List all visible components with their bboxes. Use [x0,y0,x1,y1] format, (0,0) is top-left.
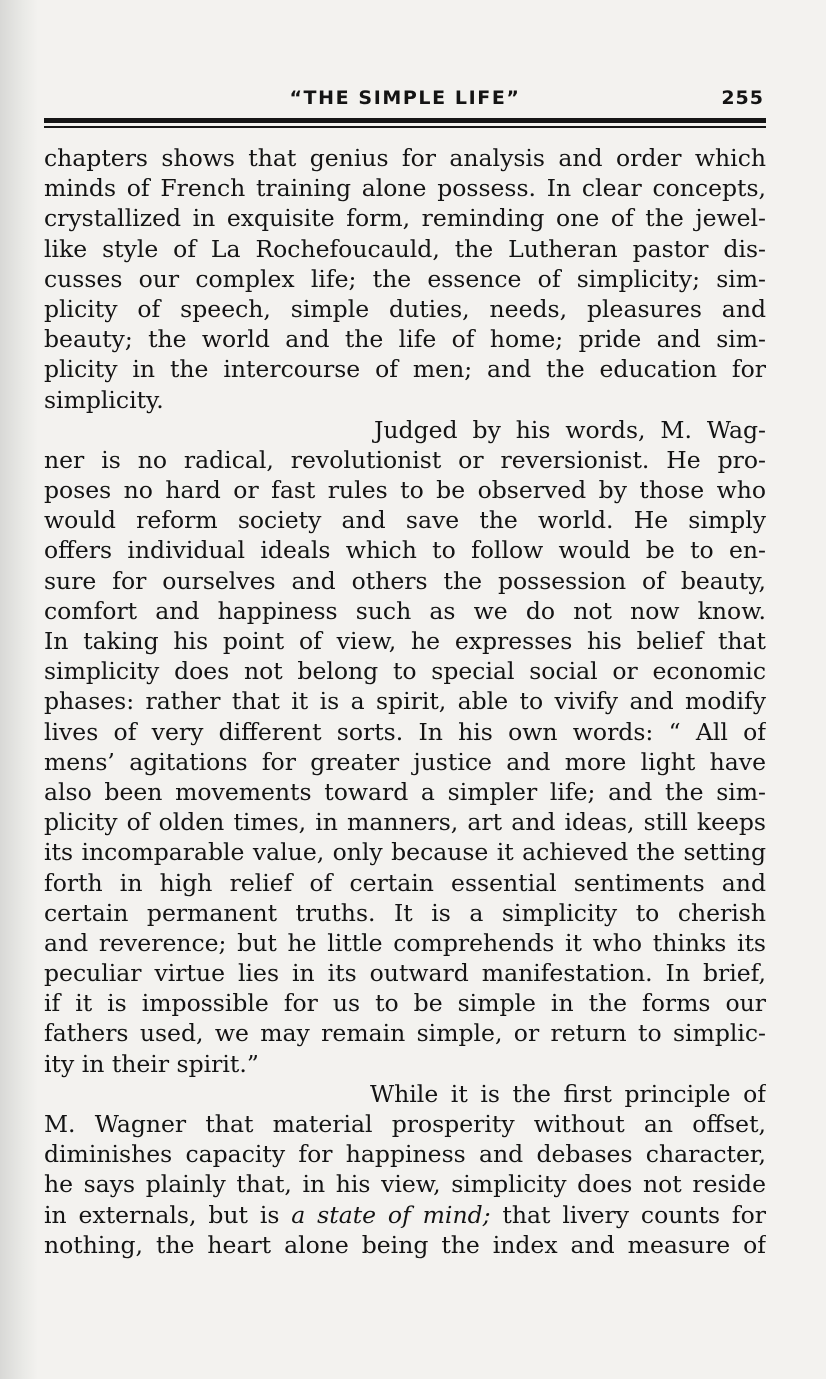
text-line: M. Wagner that material prosperity without an offset, [44,1110,766,1138]
text-line: simplicity. [44,385,164,414]
text-line: he says plainly that, in his view, simplicity does not reside [44,1170,766,1199]
text-line: peculiar virtue lies in its outward manifestation. In brief, [44,959,766,988]
header-rule-thick [44,118,766,123]
text-line: crystallized in exquisite form, reminding one of the jewel- [44,204,766,233]
text-line: if it is impossible for us to be simple in the forms our [44,989,766,1018]
text-line: phases: rather that it is a spirit, able to vivify and modify [44,687,766,716]
text-line: Judged by his words, M. Wag- [374,415,766,444]
text-line: cusses our complex life; the essence of simplicity; sim- [44,264,766,293]
page-gutter-shadow [0,0,38,1379]
text-line: comfort and happiness such as we do not now know. [44,596,766,625]
text-segment: that livery counts for [490,1200,766,1229]
text-line: also been movements toward a simpler life; and the sim- [44,777,766,806]
text-line: fathers used, we may remain simple, or return to simplic- [44,1019,766,1048]
text-line [44,1200,766,1230]
text-line: its incomparable value, only because it achieved the setting [44,838,766,867]
text-line: chapters shows that genius for analysis and order which [44,144,766,172]
text-line: diminishes capacity for happiness and debases character, [44,1140,766,1169]
running-header [44,84,766,114]
text-line: simplicity does not belong to special social or economic [44,657,766,686]
header-rule-thin [44,126,766,128]
text-line: plicity of speech, simple duties, needs, pleasures and [44,294,766,323]
text-line: certain permanent truths. It is a simplicity to cherish [44,898,766,927]
running-title: “THE SIMPLE LIFE” [289,87,521,109]
text-line: sure for ourselves and others the possession of beauty, [44,566,766,595]
text-line: poses no hard or fast rules to be observed by those who [44,476,766,505]
text-line: In taking his point of view, he expresses his belief that [44,627,766,655]
text-line: and reverence; but he little comprehends it who thinks its [44,928,766,957]
text-line: plicity in the intercourse of men; and the education for [44,355,766,384]
text-line: While it is the first principle of [370,1079,766,1108]
text-line: like style of La Rochefoucauld, the Lutheran pastor dis- [44,234,766,263]
text-line: mens’ agitations for greater justice and more light have [44,747,766,776]
text-line: ner is no radical, revolutionist or reversionist. He pro- [44,445,766,474]
body-text [44,143,766,1260]
text-line: beauty; the world and the life of home; pride and sim- [44,325,766,354]
text-line: minds of French training alone possess. In clear concepts, [44,174,766,203]
text-segment: in externals, but is [44,1200,292,1229]
text-line: forth in high relief of certain essential sentiments and [44,868,766,897]
text-line: would reform society and save the world. He simply [44,506,766,535]
text-line: plicity of olden times, in manners, art and ideas, still keeps [44,808,766,837]
italic-phrase: a state of mind; [291,1200,491,1229]
text-line: nothing, the heart alone being the index and measure of [44,1230,766,1259]
text-line: lives of very different sorts. In his own words: “ All of [44,717,766,746]
text-line: ity in their spirit.” [44,1049,259,1078]
page-number: 255 [721,87,764,109]
text-line: offers individual ideals which to follow would be to en- [44,536,766,565]
